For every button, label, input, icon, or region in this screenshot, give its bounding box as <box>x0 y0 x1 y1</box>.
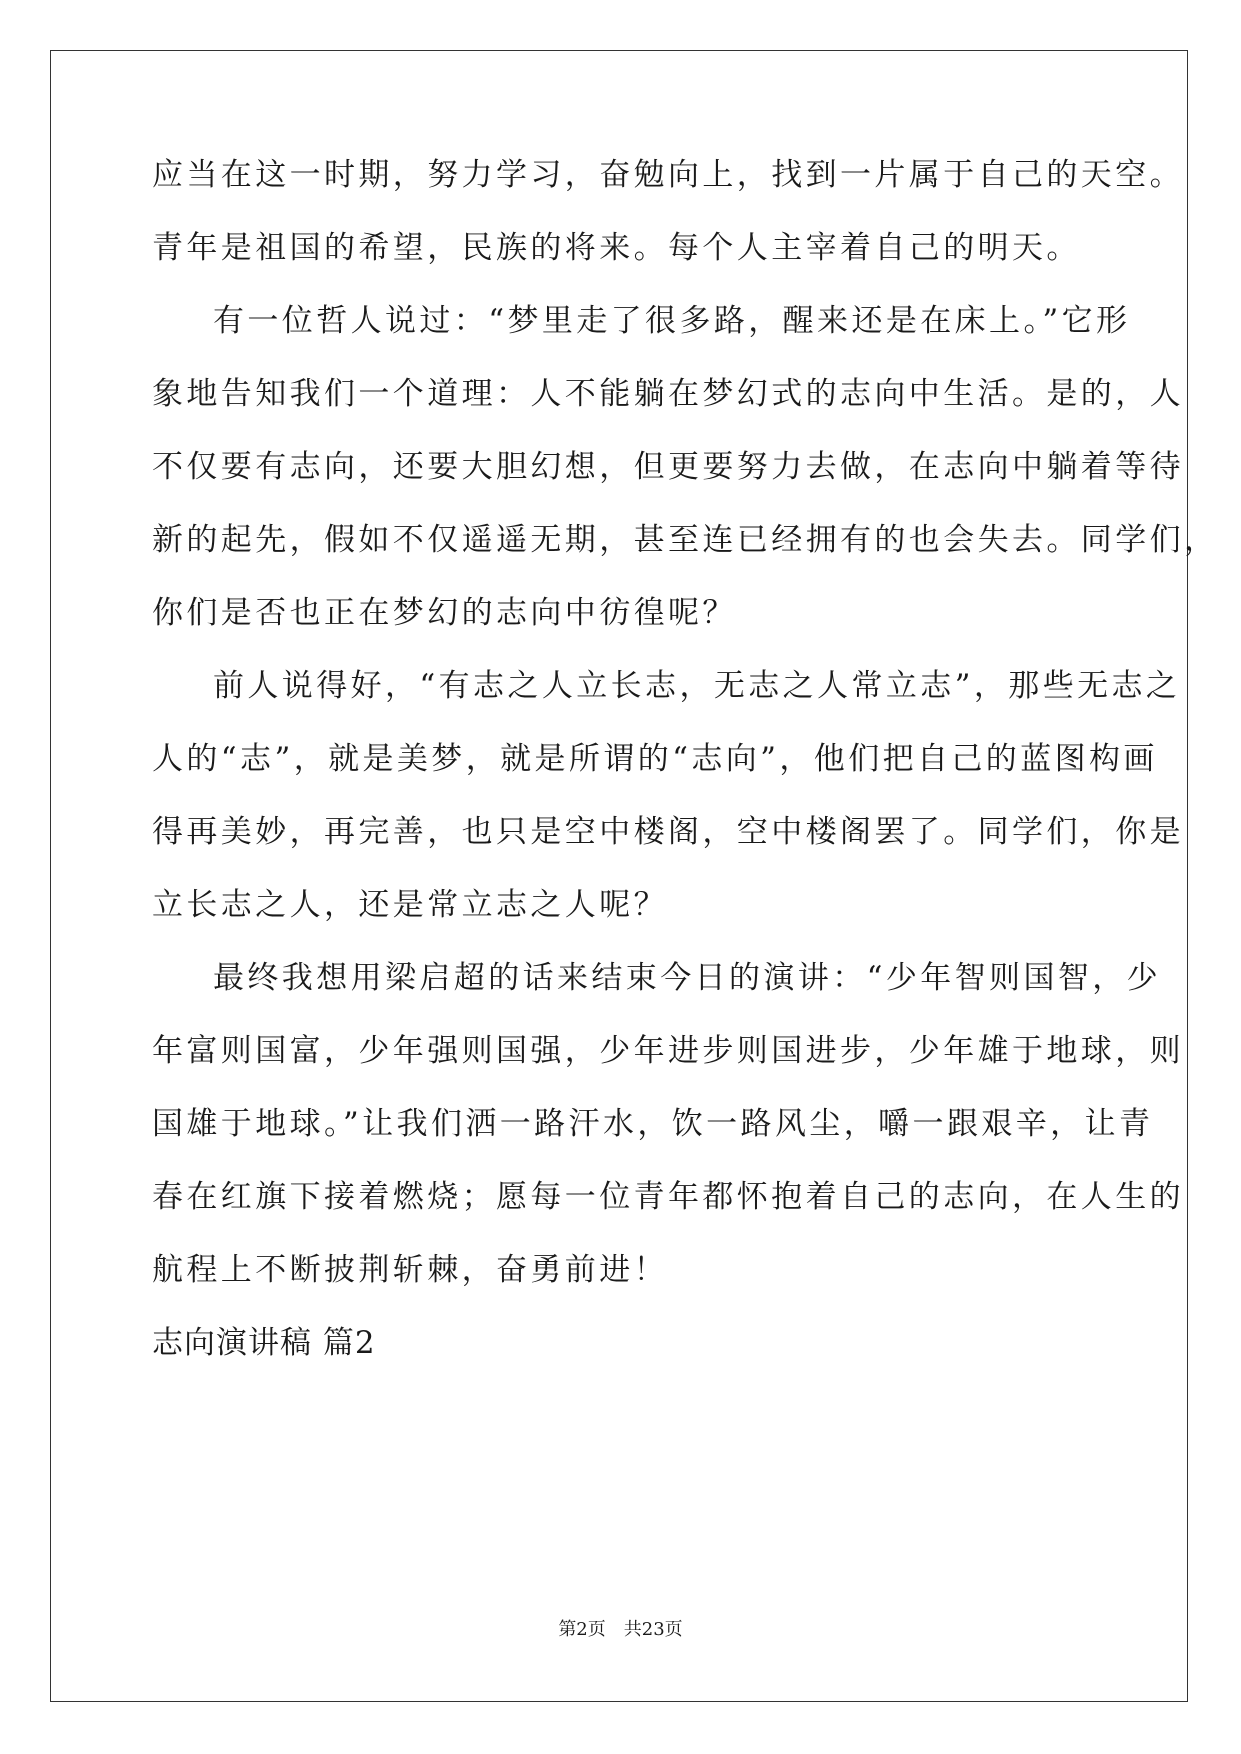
text-line: 春在红旗下接着燃烧；愿每一位青年都怀抱着自己的志向，在人生的 <box>152 1179 1184 1215</box>
text-line: 得再美妙，再完善，也只是空中楼阁，空中楼阁罢了。同学们，你是 <box>152 814 1184 850</box>
paragraph-first-line: 有一位哲人说过：“梦里走了很多路，醒来还是在床上。”它形 <box>213 303 1131 339</box>
paragraph-first-line: 前人说得好，“有志之人立长志，无志之人常立志”，那些无志之 <box>213 668 1181 704</box>
text-line: 象地告知我们一个道理：人不能躺在梦幻式的志向中生活。是的，人 <box>152 376 1184 412</box>
text-line: 你们是否也正在梦幻的志向中彷徨呢？ <box>152 595 737 631</box>
text-line: 人的“志”，就是美梦，就是所谓的“志向”，他们把自己的蓝图构画 <box>152 741 1158 777</box>
page-border <box>50 50 1188 1702</box>
section-heading: 志向演讲稿 篇2 <box>152 1325 376 1361</box>
text-line: 航程上不断披荆斩棘，奋勇前进！ <box>152 1252 668 1288</box>
page-number: 第2页 <box>558 1619 606 1640</box>
text-line: 年富则国富，少年强则国强，少年进步则国进步，少年雄于地球，则 <box>152 1033 1184 1069</box>
text-line: 不仅要有志向，还要大胆幻想，但更要努力去做，在志向中躺着等待 <box>152 449 1184 485</box>
text-line: 立长志之人，还是常立志之人呢？ <box>152 887 668 923</box>
text-line: 国雄于地球。”让我们洒一路汗水，饮一路风尘，嚼一跟艰辛，让青 <box>152 1106 1154 1142</box>
text-line: 应当在这一时期，努力学习，奋勉向上，找到一片属于自己的天空。 <box>152 157 1184 193</box>
paragraph-first-line: 最终我想用梁启超的话来结束今日的演讲：“少年智则国智，少 <box>213 960 1162 996</box>
page-total: 共23页 <box>623 1619 683 1640</box>
text-line: 新的起先，假如不仅遥遥无期，甚至连已经拥有的也会失去。同学们， <box>152 522 1219 558</box>
page-footer <box>0 1618 1241 1642</box>
text-line: 青年是祖国的希望，民族的将来。每个人主宰着自己的明天。 <box>152 230 1081 266</box>
